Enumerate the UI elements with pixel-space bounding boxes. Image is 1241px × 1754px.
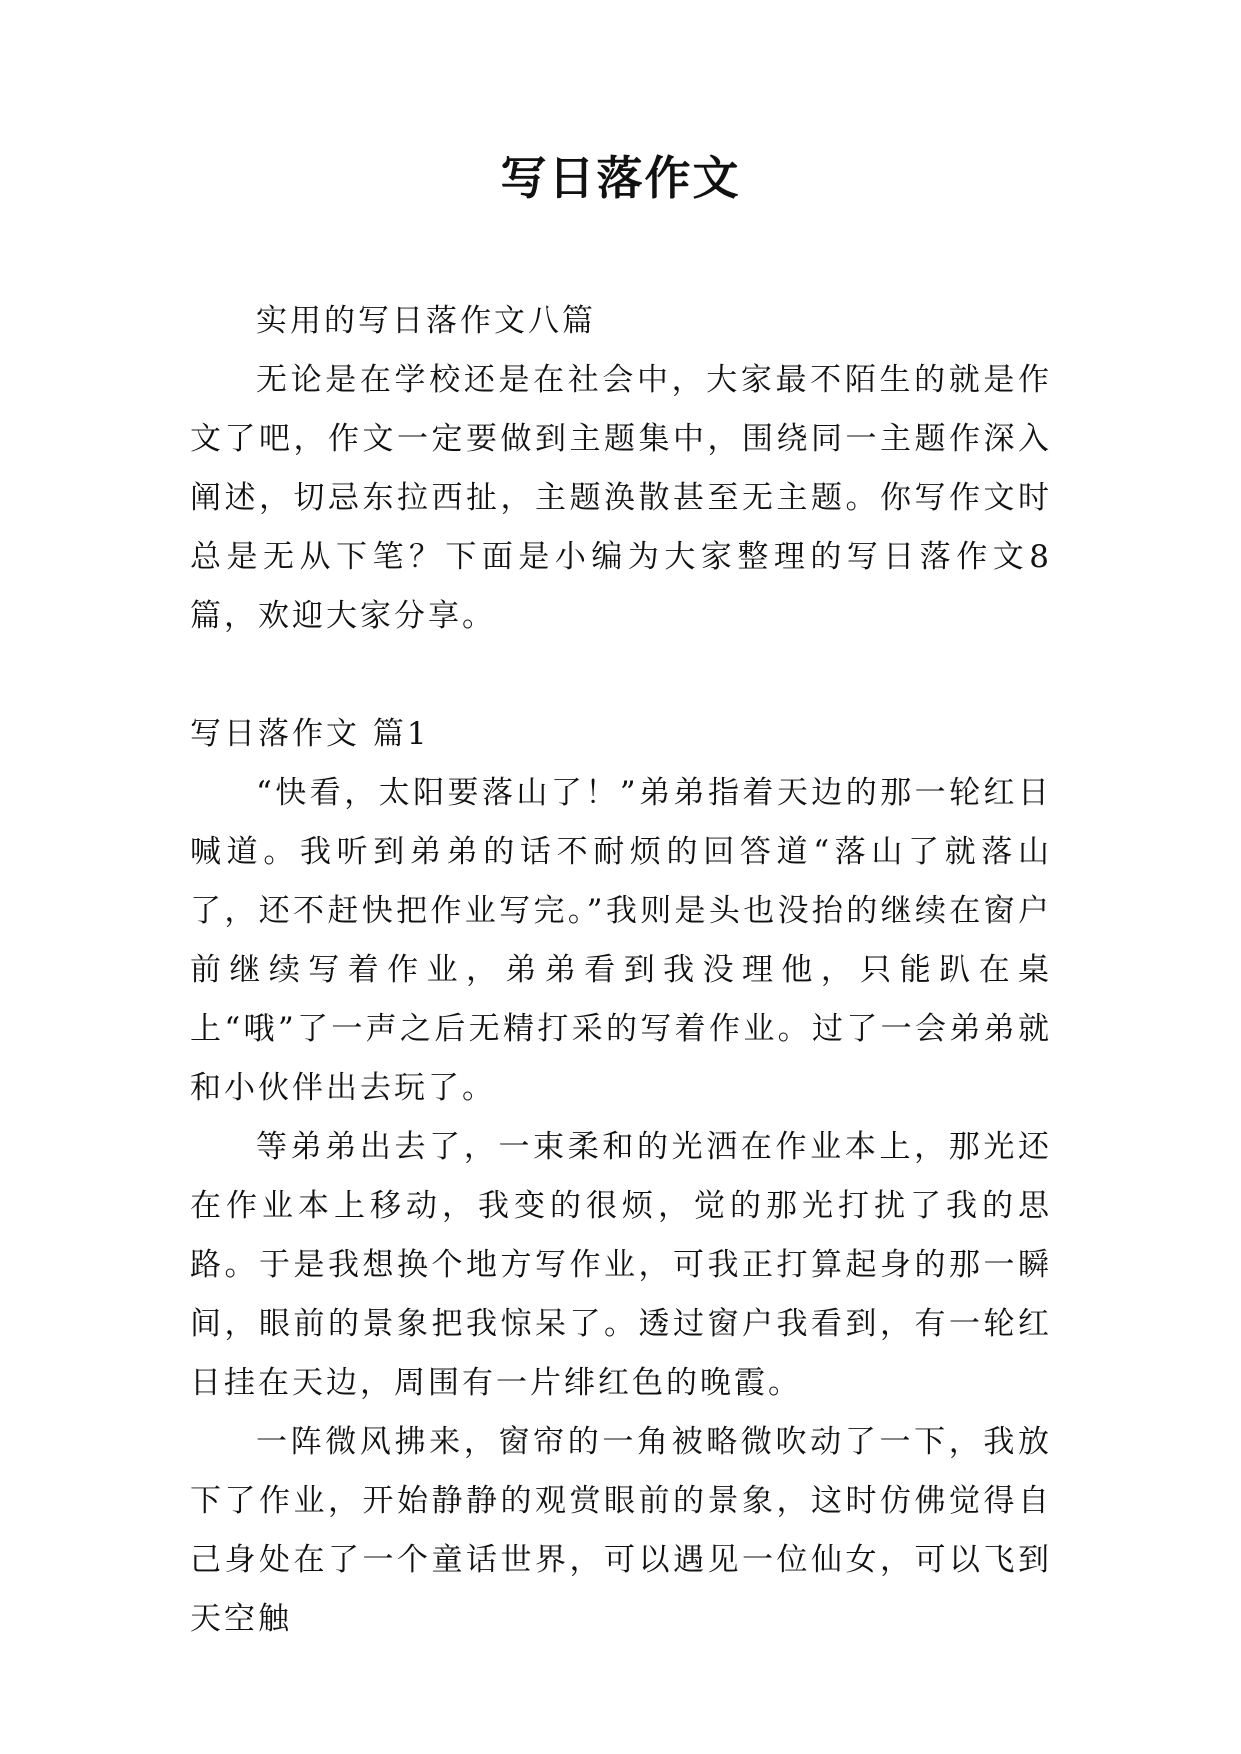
document-body: [190, 292, 1052, 1649]
document-title: 写日落作文: [500, 151, 741, 205]
intro-paragraph: 无论是在学校还是在社会中，大家最不陌生的就是作文了吧，作文一定要做到主题集中，围绕同一主题作深入阐述，切忌东拉西扯，主题涣散甚至无主题。你写作文时总是无从下笔？下面是小编为大家整理的写日落作文8篇，欢迎大家分享。: [190, 362, 1052, 634]
body-paragraph-3: 一阵微风拂来，窗帘的一角被略微吹动了一下，我放下了作业，开始静静的观赏眼前的景象，这时仿佛觉得自己身处在了一个童话世界，可以遇见一位仙女，可以飞到天空触: [190, 1424, 1052, 1637]
document-subtitle: 实用的写日落作文八篇: [256, 303, 596, 339]
body-paragraph-1: “快看，太阳要落山了！”弟弟指着天边的那一轮红日喊道。我听到弟弟的话不耐烦的回答道“落山了就落山了，还不赶快把作业写完。”我则是头也没抬的继续在窗户前继续写着作业，弟弟看到我没理他，只能趴在桌上“哦”了一声之后无精打采的写着作业。过了一会弟弟就和小伙伴出去玩了。: [190, 775, 1052, 1106]
body-paragraph-2: 等弟弟出去了，一束柔和的光洒在作业本上，那光还在作业本上移动，我变的很烦，觉的那光打扰了我的思路。于是我想换个地方写作业，可我正打算起身的那一瞬间，眼前的景象把我惊呆了。透过窗户我看到，有一轮红日挂在天边，周围有一片绯红色的晚霞。: [190, 1129, 1052, 1401]
section-heading: 写日落作文 篇1: [190, 716, 430, 752]
